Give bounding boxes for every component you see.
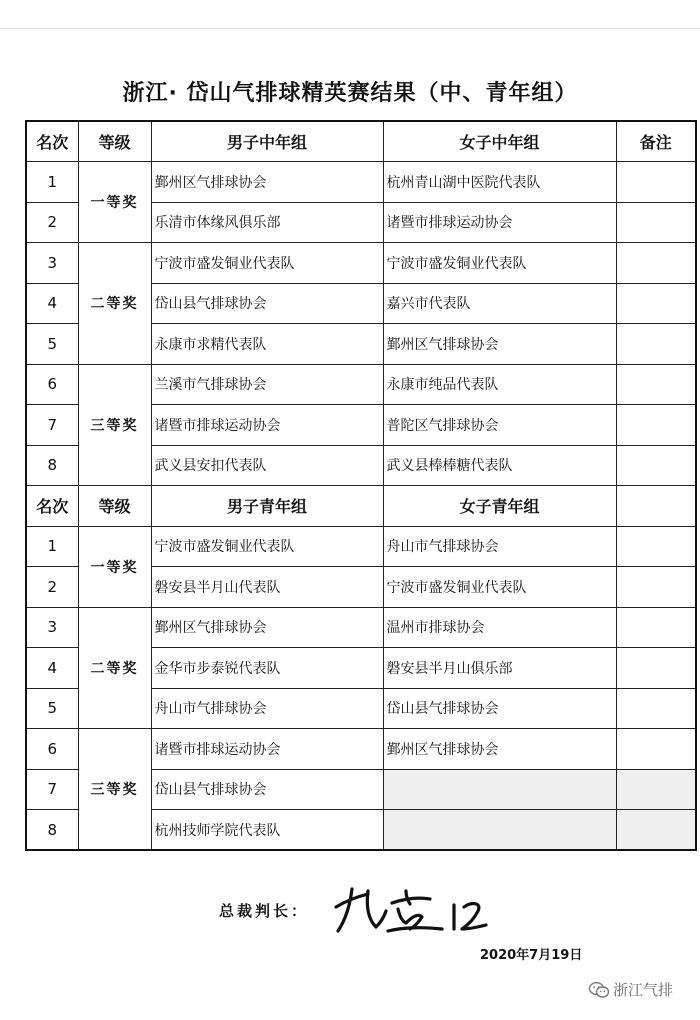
women-team-cell: 岱山县气排球协会 <box>383 688 616 729</box>
wechat-icon <box>588 981 610 999</box>
note-cell <box>616 810 696 851</box>
women-team-cell-empty <box>383 810 616 851</box>
men-team-cell: 鄞州区气排球协会 <box>151 162 383 203</box>
note-cell <box>616 567 696 608</box>
rank-cell: 7 <box>26 405 78 446</box>
note-cell <box>616 202 696 243</box>
men-youth-header: 男子青年组 <box>151 486 383 527</box>
note-cell <box>616 283 696 324</box>
note-cell <box>616 688 696 729</box>
men-team-cell: 诸暨市排球运动协会 <box>151 729 383 770</box>
table-row <box>26 729 696 770</box>
men-team-cell: 诸暨市排球运动协会 <box>151 405 383 446</box>
women-team-cell: 磐安县半月山俱乐部 <box>383 648 616 689</box>
rank-header: 名次 <box>26 121 78 162</box>
men-team-cell: 杭州技师学院代表队 <box>151 810 383 851</box>
rank-header: 名次 <box>26 486 78 527</box>
women-team-cell: 舟山市气排球协会 <box>383 526 616 567</box>
top-divider <box>0 28 700 29</box>
table-row <box>26 162 696 203</box>
women-team-cell: 鄞州区气排球协会 <box>383 324 616 365</box>
note-cell <box>616 243 696 284</box>
grade-second-cell: 二等奖 <box>78 243 151 365</box>
note-header-empty <box>616 486 696 527</box>
middle-age-header-row <box>26 121 696 162</box>
women-team-cell: 永康市纯品代表队 <box>383 364 616 405</box>
grade-first-cell: 一等奖 <box>78 526 151 607</box>
women-youth-header: 女子青年组 <box>383 486 616 527</box>
table-row <box>26 607 696 648</box>
rank-cell: 4 <box>26 648 78 689</box>
men-team-cell: 武义县安扣代表队 <box>151 445 383 486</box>
women-team-cell: 杭州青山湖中医院代表队 <box>383 162 616 203</box>
note-cell <box>616 445 696 486</box>
note-header: 备注 <box>616 121 696 162</box>
rank-cell: 4 <box>26 283 78 324</box>
rank-cell: 3 <box>26 607 78 648</box>
note-cell <box>616 607 696 648</box>
rank-cell: 5 <box>26 324 78 365</box>
women-team-cell-empty <box>383 769 616 810</box>
men-team-cell: 舟山市气排球协会 <box>151 688 383 729</box>
note-cell <box>616 405 696 446</box>
chief-judge-label: 总裁判长： <box>219 902 310 920</box>
table-row <box>26 243 696 284</box>
note-cell <box>616 324 696 365</box>
rank-cell: 5 <box>26 688 78 729</box>
rank-cell: 6 <box>26 364 78 405</box>
rank-cell: 8 <box>26 810 78 851</box>
men-team-cell: 乐清市体缘风俱乐部 <box>151 202 383 243</box>
women-team-cell: 温州市排球协会 <box>383 607 616 648</box>
women-team-cell: 宁波市盛发铜业代表队 <box>383 243 616 284</box>
women-team-cell: 嘉兴市代表队 <box>383 283 616 324</box>
grade-first-cell: 一等奖 <box>78 162 151 243</box>
rank-cell: 2 <box>26 202 78 243</box>
grade-second-cell: 二等奖 <box>78 607 151 729</box>
note-cell <box>616 162 696 203</box>
men-team-cell: 鄞州区气排球协会 <box>151 607 383 648</box>
youth-header-row <box>26 486 696 527</box>
women-team-cell: 诸暨市排球运动协会 <box>383 202 616 243</box>
note-cell <box>616 364 696 405</box>
rank-cell: 3 <box>26 243 78 284</box>
rank-cell: 1 <box>26 526 78 567</box>
source-watermark <box>588 979 673 1000</box>
rank-cell: 2 <box>26 567 78 608</box>
men-team-cell: 岱山县气排球协会 <box>151 769 383 810</box>
women-team-cell: 鄞州区气排球协会 <box>383 729 616 770</box>
grade-third-cell: 三等奖 <box>78 729 151 851</box>
watermark-text: 浙江气排 <box>613 981 674 999</box>
rank-cell: 8 <box>26 445 78 486</box>
document-date: 2020年7月19日 <box>480 948 583 963</box>
rank-cell: 1 <box>26 162 78 203</box>
document-title: 浙江· 岱山气排球精英赛结果（中、青年组） <box>122 81 578 106</box>
note-cell <box>616 648 696 689</box>
women-team-cell: 武义县棒棒糖代表队 <box>383 445 616 486</box>
grade-third-cell: 三等奖 <box>78 364 151 486</box>
rank-cell: 6 <box>26 729 78 770</box>
rank-cell: 7 <box>26 769 78 810</box>
table-row <box>26 364 696 405</box>
grade-header: 等级 <box>78 121 151 162</box>
results-table <box>25 120 697 851</box>
women-team-cell: 宁波市盛发铜业代表队 <box>383 567 616 608</box>
men-team-cell: 金华市步泰锐代表队 <box>151 648 383 689</box>
men-team-cell: 岱山县气排球协会 <box>151 283 383 324</box>
men-team-cell: 兰溪市气排球协会 <box>151 364 383 405</box>
grade-header: 等级 <box>78 486 151 527</box>
chief-judge-signature <box>322 877 492 937</box>
men-team-cell: 宁波市盛发铜业代表队 <box>151 526 383 567</box>
note-cell <box>616 526 696 567</box>
men-team-cell: 永康市求精代表队 <box>151 324 383 365</box>
men-team-cell: 宁波市盛发铜业代表队 <box>151 243 383 284</box>
men-middle-age-header: 男子中年组 <box>151 121 383 162</box>
men-team-cell: 磐安县半月山代表队 <box>151 567 383 608</box>
note-cell <box>616 769 696 810</box>
women-team-cell: 普陀区气排球协会 <box>383 405 616 446</box>
note-cell <box>616 729 696 770</box>
table-row <box>26 526 696 567</box>
women-middle-age-header: 女子中年组 <box>383 121 616 162</box>
